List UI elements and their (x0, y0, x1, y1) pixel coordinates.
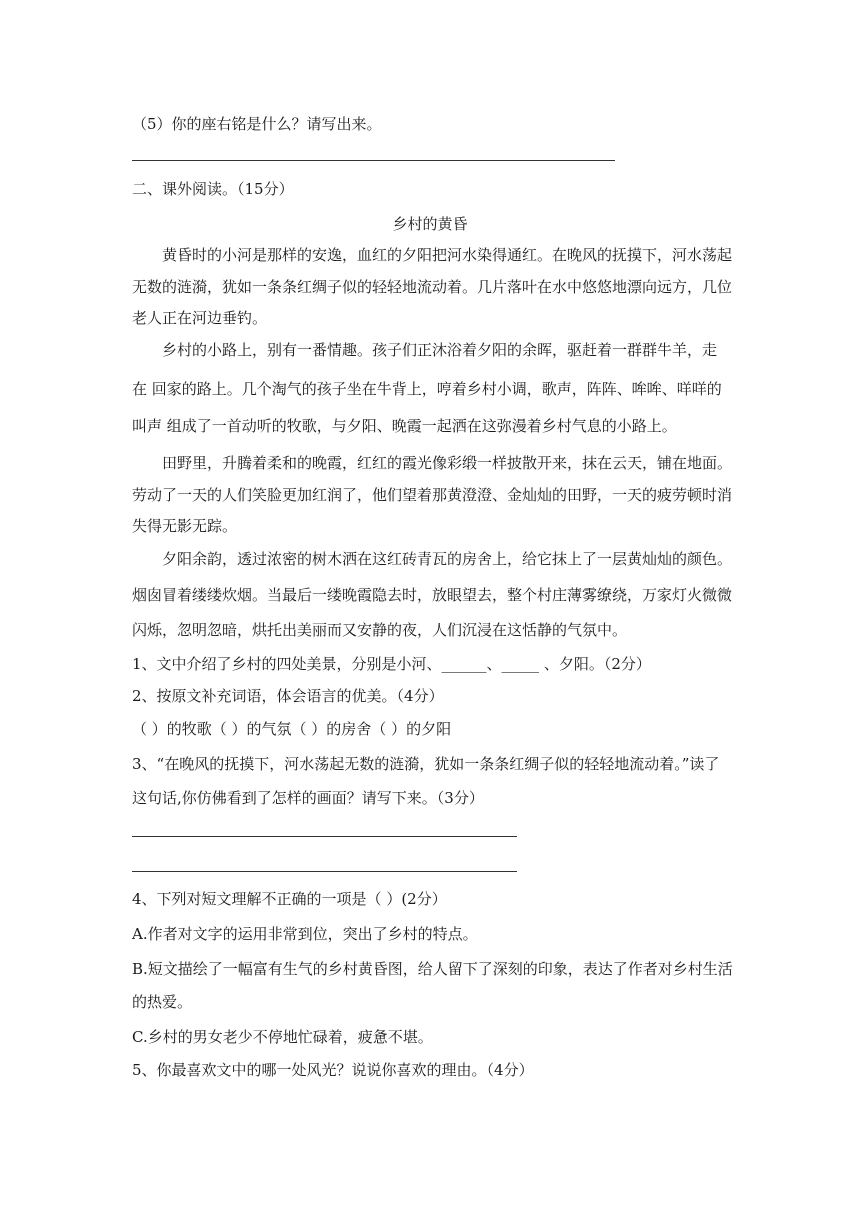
question-2-blanks: （ ）的牧歌（ ）的气氛（ ）的房舍（ ）的夕阳 (132, 720, 452, 738)
article-line: 无数的涟漪，犹如一条条红绸子似的轻轻地流动着。几片落叶在水中悠悠地漂向远方，几位 (132, 278, 733, 296)
article-line: 烟囱冒着缕缕炊烟。当最后一缕晚霞隐去时，放眼望去，整个村庄薄雾缭绕，万家灯火微微 (132, 586, 733, 604)
question-4-option-b: B.短文描绘了一幅富有生气的乡村黄昏图，给人留下了深刻的印象，表达了作者对乡村生活 (132, 960, 733, 978)
article-line: 劳动了一天的人们笑脸更加红润了，他们望着那黄澄澄、金灿灿的田野，一天的疲劳顿时消 (132, 486, 733, 504)
article-title: 乡村的黄昏 (392, 215, 468, 233)
answer-line (132, 871, 517, 872)
answer-line (132, 160, 615, 161)
article-line: 闪烁，忽明忽暗，烘托出美丽而又安静的夜，人们沉浸在这恬静的气氛中。 (132, 621, 628, 639)
article-line: 失得无影无踪。 (132, 517, 238, 535)
article-line: 黄昏时的小河是那样的安逸，血红的夕阳把河水染得通红。在晚风的抚摸下，河水荡起 (162, 246, 733, 264)
question-4-option-c: C.乡村的男女老少不停地忙碌着，疲惫不堪。 (132, 1028, 433, 1046)
article-line: 夕阳余韵，透过浓密的树木洒在这红砖青瓦的房舍上，给它抹上了一层黄灿灿的颜色。 (162, 550, 733, 568)
question-4: 4、下列对短文理解不正确的一项是（ ）(2分） (132, 890, 447, 908)
question-5: 5、你最喜欢文中的哪一处风光？说说你喜欢的理由。（4分） (132, 1061, 534, 1079)
question-3-line: 这句话,你仿佛看到了怎样的画面？请写下来。（3分） (132, 789, 484, 807)
question-4-option-b-cont: 的热爱。 (132, 993, 193, 1011)
question-2: 2、按原文补充词语，体会语言的优美。（4分） (132, 687, 444, 705)
question-5-prev: （5）你的座右铭是什么？请写出来。 (132, 115, 382, 133)
article-line: 老人正在河边垂钓。 (132, 309, 268, 327)
question-3-line: 3、“在晚风的抚摸下，河水荡起无数的涟漪，犹如一条条红绸子似的轻轻地流动着。”读了 (132, 755, 720, 773)
question-4-option-a: A.作者对文字的运用非常到位，突出了乡村的特点。 (132, 925, 478, 943)
article-line: 田野里，升腾着柔和的晚霞，红红的霞光像彩缎一样披散开来，抹在云天，铺在地面。 (162, 454, 733, 472)
article-line: 在 回家的路上。几个淘气的孩子坐在牛背上，哼着乡村小调，歌声，阵阵、哞哞、咩咩的 (132, 380, 722, 398)
section-heading: 二、课外阅读。（15分） (132, 180, 294, 198)
article-line: 乡村的小路上，别有一番情趣。孩子们正沐浴着夕阳的余晖，驱赶着一群群牛羊，走 (162, 341, 718, 359)
answer-line (132, 836, 517, 837)
article-line: 叫声 组成了一首动听的牧歌，与夕阳、晚霞一起洒在这弥漫着乡村气息的小路上。 (132, 417, 677, 435)
question-1: 1、文中介绍了乡村的四处美景，分别是小河、______、_____ 、夕阳。（2分） (132, 655, 651, 673)
